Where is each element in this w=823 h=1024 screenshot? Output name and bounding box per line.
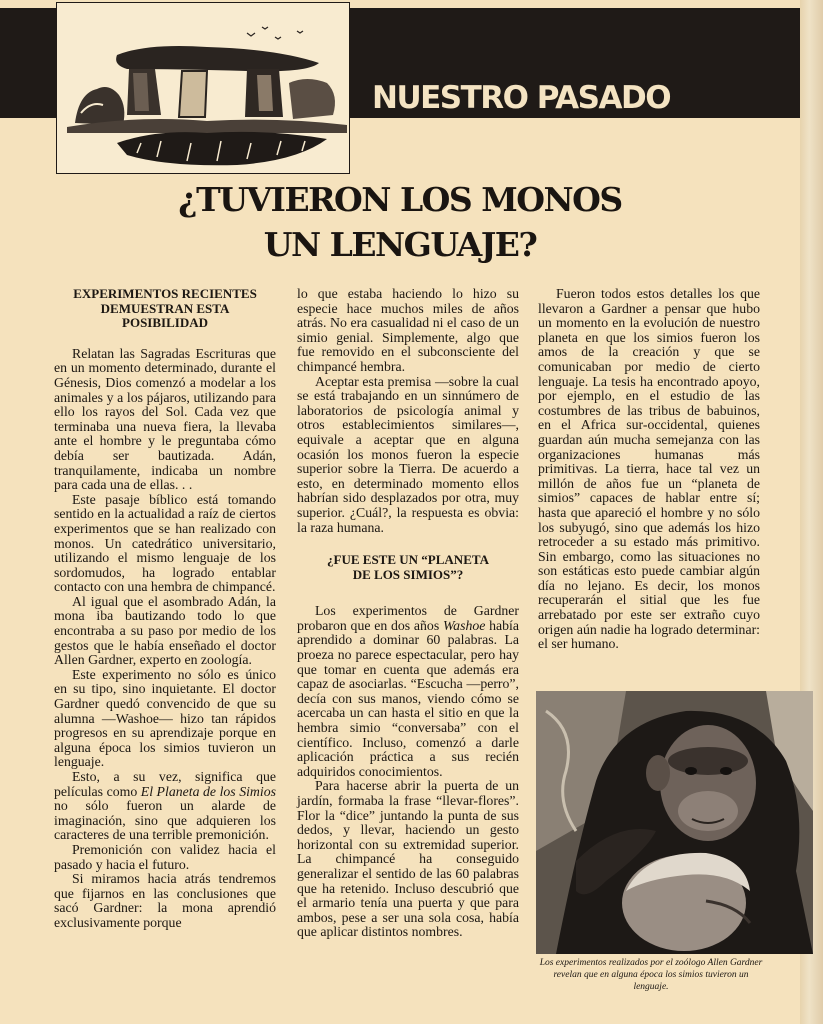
paragraph-1: Relatan las Sagradas Escrituras que en un momento determinado, durante el Génesis, Dios comenzó a modelar a los animales y a los pájaros, utilizando para ello los rayos del Sol. Cada vez que terminaba una nueva fiera, la llevaba ante el hombre y le preguntaba cómo debía ser bautizada. Adán, tranquilamente, indicaba un nombre para cada una de ellas. . .	[54, 345, 276, 493]
article-column-1	[54, 287, 276, 931]
dolmen-sketch-icon	[57, 3, 351, 175]
paragraph-5-end: no sólo fueron un alarde de imaginación, sino que adquieren los caracteres de una terrible premonición.	[54, 798, 276, 843]
paragraph-7: Si miramos hacia atrás tendremos que fijarnos en las conclusiones que sacó Gardner: la mona aprendió exclusivamente porque	[54, 871, 276, 930]
dolmen-illustration	[56, 2, 350, 174]
subhead-2-line-2: DE LOS SIMIOS”?	[352, 566, 464, 582]
chimpanzee-and-man-photo-icon	[536, 691, 813, 954]
paragraph-9: Aceptar esta premisa —sobre la cual se está trabajando en un sinnúmero de laboratorios de psicología animal y otros establecimientos similares—, equivale a aceptar que en alguna ocasión los monos fueron la especie superior sobre la Tierra. De acuerdo a esto, en determinado momento ellos habrían sido desplazados por otra, muy superior. ¿Cuál?, la respuesta es obvia: la raza humana.	[297, 373, 519, 535]
paragraph-10	[297, 604, 519, 779]
article-column-2	[297, 287, 519, 940]
paragraph-12: Fueron todos estos detalles los que llevaron a Gardner a pensar que hubo un momento en la evolución de nuestro planeta en que los simios fueron los amos de la creación y que se comunicaban por medio de cierto lenguaje. La tesis ha encontrado apoyo, por ejemplo, en el estudio de las costumbres de las tribus de babuinos, en el Africa sur-occidental, quienes guardan aún mucha semejanza con las organizaciones humanas más primitivas. La tierra, hace tal vez un millón de años fue un “planeta de simios” capaces de hablar entre sí; hasta que apareció el hombre y no sólo los subyugó, sino que además los hizo retroceder a su estado más primitivo. Sin embargo, como las situaciones no son estáticas esto puede cambiar algún día no lejano. Es decir, los monos recuperarán el sitial que les fue arrebatado por este ser extraño cuyo origen aún nadie ha logrado determinar: el ser humano.	[538, 286, 760, 652]
article-column-3	[538, 287, 760, 652]
headline-line-2: UN LENGUAJE?	[263, 225, 537, 264]
paragraph-8: lo que estaba haciendo lo hizo su especie hace muchos miles de años atrás. No era casualidad ni el caso de un simio genial. Simplemente, algo que fue removido en el subconsciente del chimpancé hembra.	[297, 286, 519, 374]
chimp-name: Washoe	[442, 617, 486, 633]
paragraph-2: Este pasaje bíblico está tomando sentido en la actualidad a raíz de ciertos experimentos que se han realizado con monos. Un catedrático universitario, utilizando el mismo lenguaje de los sordomudos, ha logrado entablar contacto con una hembra de chimpancé.	[54, 491, 276, 595]
subhead-1-line-3: POSIBILIDAD	[122, 315, 208, 331]
headline-line-1: ¿TUVIERON LOS MONOS	[178, 180, 622, 219]
subhead-2-line-1: ¿FUE ESTE UN “PLANETA	[327, 552, 489, 568]
paragraph-5-start: Esto, a su vez, significa que películas como	[54, 769, 276, 799]
paragraph-10-start: Los experimentos de Gardner probaron que en dos años	[297, 603, 519, 633]
subhead-1-line-1: EXPERIMENTOS RECIENTES	[73, 286, 257, 301]
paragraph-11: Para hacerse abrir la puerta de un jardín, formaba la frase “llevar-flores”. Flor la “dice” juntando la punta de sus dedos, y llevar, haciendo un gesto horizontal con su extremidad superior. La chimpancé ha conseguido generalizar el sentido de las 60 palabras que ha retenido. Incluso descubrió que el armario tenía una puerta y que para ambos, pese a ser una sola cosa, había que aplicar distintos nombres.	[297, 778, 519, 940]
paragraph-3: Al igual que el asombrado Adán, la mona iba bautizando todo lo que encontraba a su paso por medio de los gestos que le había enseñado el doctor Allen Gardner, experto en zoología.	[54, 593, 276, 668]
paragraph-5	[54, 770, 276, 843]
paragraph-6: Premonición con validez hacia el pasado y hacia el futuro.	[54, 841, 276, 872]
paragraph-10-end: había aprendido a dominar 60 palabras. La proeza no parece espectacular, pero hay que tomar en cuenta que además era capaz de asociarlas. “Escucha —perro”, decía con sus manos, viendo cómo se acercaba un can hasta el sitio en que la hembra simio “conversaba” con el científico. Incluso, comenzó a darle aplicación práctica a sus recién adquiridos conocimientos.	[297, 617, 520, 779]
subhead-1-line-2: DEMUESTRAN ESTA	[100, 300, 230, 316]
paragraph-4: Este experimento no sólo es único en su tipo, sino inquietante. El doctor Gardner quedó convencido de que su alumna —Washoe— hizo tan rápidos progresos en su aprendizaje porque en alguna época los simios tuvieron un lenguaje.	[54, 666, 276, 770]
section-title: NUESTRO PASADO	[372, 80, 671, 116]
chimpanzee-photo	[536, 691, 813, 954]
film-title: El Planeta de los Simios	[140, 783, 276, 799]
photo-caption: Los experimentos realizados por el zoólogo Allen Gardner revelan que en alguna época los simios tuvieron un lenguaje.	[539, 958, 763, 992]
